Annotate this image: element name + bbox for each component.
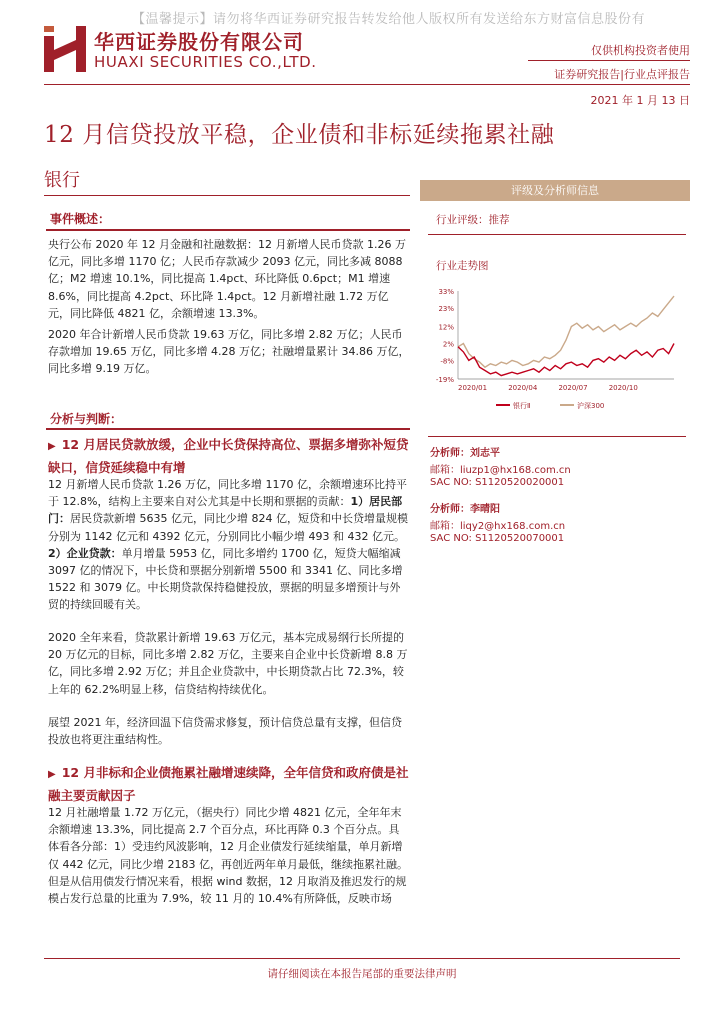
company-name-en: HUAXI SECURITIES CO.,LTD. (94, 53, 317, 71)
analyst-1-name: 分析师：刘志平 (430, 448, 500, 459)
event-overview-rule (46, 229, 410, 231)
b1-corporate-text: 单月增量 5953 亿，同比多增约 1700 亿，短贷大幅缩减 3097 亿的情况下，中长贷和票据分别新增 5500 和 3341 亿、同比多增 1522 和 3079 亿。中长期贷款保持稳健投放，票据的明显多增预计与外贸的持续回暖有关。 (48, 546, 403, 612)
company-name-cn: 华西证券股份有限公司 (94, 30, 304, 54)
header-rule (44, 84, 690, 85)
bullet-2-paragraph-1: 12 月社融增量 1.72 万亿元，（据央行）同比少增 4821 亿元，全年年末余额增速 13.3%，同比提高 2.7 个百分点，环比再降 0.3 个百分点。具体看各分部：1）受违约风波影响，12 月企业债发行延续缩量，单月新增仅 442 亿元，同比少增 2183 亿，再创近两年单月最低，继续拖累社融。但是从信用债发行情况来看，根据 wind 数据，12 月取消及推迟发行的规模占发行总量的比重为 7.9%，较 11 月的 10.4%有所降低，反映市场 (48, 806, 408, 906)
bullet-heading-2-text: 12 月非标和企业债拖累社融增速续降，全年信贷和政府债是社融主要贡献因子 (48, 765, 409, 803)
analyst-1-email[interactable]: 邮箱：liuzp1@hx168.com.cn (430, 465, 571, 476)
analyst-2-sac: SAC NO: S1120520070001 (430, 533, 565, 544)
industry-rating: 行业评级：推荐 (436, 214, 510, 226)
legal-notice-footer: 请仔细阅读在本报告尾部的重要法律声明 (267, 968, 457, 980)
y-tick-label: 23% (438, 304, 454, 313)
report-title: 12 月信贷投放平稳，企业债和非标延续拖累社融 (44, 122, 555, 148)
bullet-1-paragraph-2: 2020 全年来看，贷款累计新增 19.63 万亿元，基本完成易纲行长所提的 20 万亿元的目标，同比多增 2.82 万亿，主要来自企业中长贷新增 8.8 万亿，同比多增 2.92 万亿；并且企业贷款中，中长期贷款占比 72.3%，较上年的 62.2%明显上移，信贷结构持续优化。 (48, 631, 408, 696)
y-tick-label: 33% (438, 288, 454, 296)
legend-label: 沪深300 (577, 402, 605, 410)
sidebar-divider (428, 234, 686, 235)
triangle-bullet-icon: ▶ (48, 769, 56, 780)
analysis-rule (46, 428, 410, 430)
x-tick-label: 2020/07 (558, 384, 588, 392)
b1-corporate-label: 2）企业贷款： (48, 546, 122, 560)
y-tick-label: -19% (435, 376, 454, 384)
event-paragraph-2: 2020 年合计新增人民币贷款 19.63 万亿，同比多增 2.82 万亿；人民币存款增加 19.65 万亿，同比多增 4.28 万亿；社融增量累计 34.86 万亿，同比多增 9.19 万亿。 (48, 328, 410, 376)
series-line (458, 344, 674, 376)
b1-intro: 12 月新增人民币贷款 1.26 万亿，同比多增 1170 亿，余额增速环比持平于 12.8%，结构上主要来自对公尤其是中长期和票据的贡献： (48, 478, 407, 509)
y-tick-label: 12% (438, 323, 454, 332)
report-date: 2021 年 1 月 13 日 (590, 94, 690, 107)
industry-rule (44, 195, 410, 196)
event-overview-heading: 事件概述： (50, 212, 111, 226)
x-tick-label: 2020/04 (508, 384, 538, 392)
report-type-label: 证券研究报告|行业点评报告 (554, 68, 690, 81)
b1-household-text: 居民贷款新增 5635 亿元，同比少增 824 亿，短贷和中长贷增量规模分别为 1142 亿元和 4392 亿元，分别同比小幅少增 493 和 432 亿元。 (48, 512, 408, 543)
footer-rule (44, 958, 680, 959)
y-tick-label: 2% (442, 340, 454, 349)
series-line (458, 296, 674, 367)
bullet-heading-1 (48, 434, 410, 478)
event-paragraph-1: 央行公布 2020 年 12 月金融和社融数据：12 月新增人民币贷款 1.26 万亿元，同比多增 1170 亿；人民币存款减少 2093 亿元，同比多减 8088 亿；M2 增速 10.1%，同比提高 1.4pct、环比降低 0.6pct；M1 增速 8.6%，同比提高 4.2pct、环比降 1.4pct。12 月新增社融 1.72 万亿元，同比降低 4821 亿，余额增速 13.3%。 (48, 238, 406, 320)
industry-trend-chart (426, 283, 690, 433)
trend-chart-label: 行业走势图 (436, 260, 489, 272)
bullet-1-paragraph-1 (48, 476, 410, 614)
sidebar-header: 评级及分析师信息 (420, 180, 690, 201)
analyst-2-name: 分析师：李晴阳 (430, 504, 500, 515)
analyst-2-email[interactable]: 邮箱：liqy2@hx168.com.cn (430, 521, 566, 532)
b1-household-label: 1）居民部门： (48, 495, 403, 526)
bullet-heading-2 (48, 762, 410, 806)
x-tick-label: 2020/10 (608, 384, 638, 392)
industry-label: 银行 (44, 170, 80, 191)
analyst-divider (428, 436, 686, 437)
legend-label: 银行Ⅱ (513, 402, 531, 410)
watermark-notice: 【温馨提示】请勿将华西证券研究报告转发给他人版权所有发送给东方财富信息股份有 (132, 12, 646, 27)
header-divider (528, 60, 690, 61)
triangle-bullet-icon: ▶ (48, 441, 56, 452)
analysis-heading: 分析与判断： (50, 412, 123, 426)
y-tick-label: -8% (440, 357, 454, 366)
bullet-heading-1-text: 12 月居民贷款放缓，企业中长贷保持高位、票据多增弥补短贷缺口，信贷延续稳中有增 (48, 437, 409, 475)
bullet-1-paragraph-3: 展望 2021 年，经济回温下信贷需求修复，预计信贷总量有支撑，但信贷投放也将更注重结构性。 (48, 716, 402, 747)
audience-label: 仅供机构投资者使用 (591, 44, 690, 57)
x-tick-label: 2020/01 (458, 384, 488, 392)
analyst-1-sac: SAC NO: S1120520020001 (430, 477, 565, 488)
huaxi-logo-icon (44, 26, 86, 72)
